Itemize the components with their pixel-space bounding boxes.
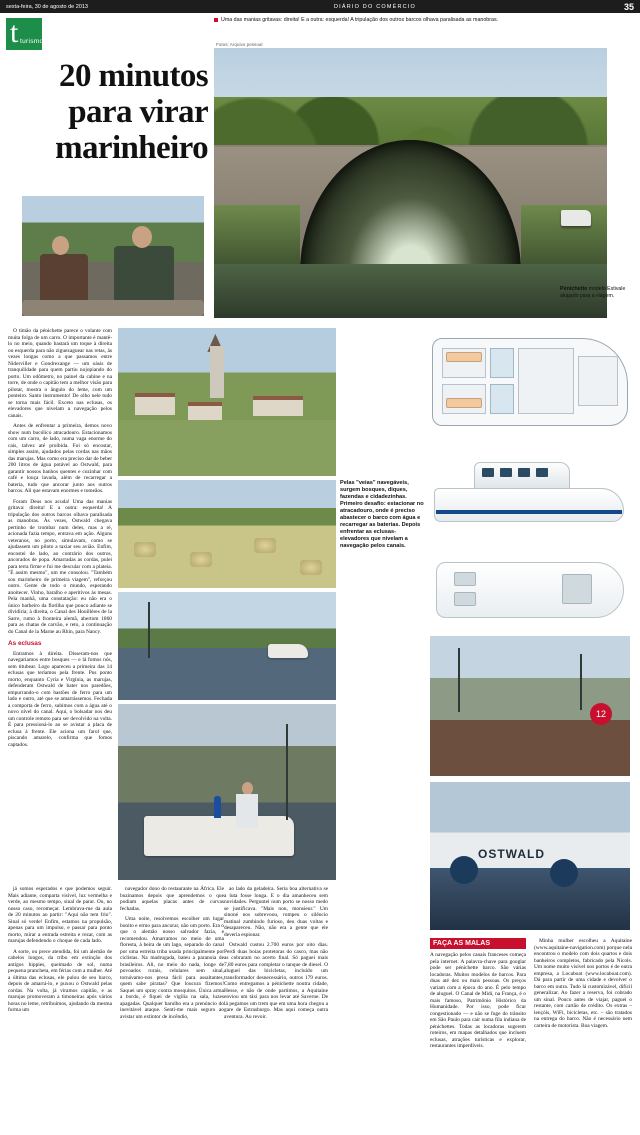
section-logo xyxy=(6,18,62,52)
illustration-boat-profile xyxy=(430,444,630,548)
bullet-square-icon xyxy=(214,18,218,22)
photo-couple-on-deck xyxy=(22,196,204,316)
photo-house xyxy=(135,393,175,415)
photo-bollard xyxy=(214,796,221,818)
diagram-boat-floorplan xyxy=(430,330,630,434)
article-column-1 xyxy=(8,328,112,752)
boat-name-text: OSTWALD xyxy=(478,847,545,862)
logo-letter: t xyxy=(6,18,42,50)
paragraph: Minha mulher escolheu a Aquitaine (www.aquitaine-navigation.com) porque nela encontrou o modelo com dois quartos e dois banheiros completos, fabricado pela Nicols. Um nome muito visível nos portos é de outra empresa, a Locaboat (www.locaboat.com). Dá para partir de uma cidade e devolver o barco em outra. Tudo lá customizável, difícil generalizar. Ao fazer a reserva, foi cobrado um sinal. Pouco antes de viajar, paguei o restante, com cartão de crédito. Os extras – lençóis, WiFi, bicicletas, etc. – são tratados na entrega do barco. Não é necessário nem carteira de motorista. Boa viagem. xyxy=(534,938,632,1029)
illustration-boat-window xyxy=(500,468,512,477)
photo-church-tower xyxy=(210,346,224,398)
sidebar-box-title: FAÇA AS MALAS xyxy=(430,938,526,949)
diagram-bathroom xyxy=(490,348,514,378)
paragraph: A sorte, ou prece atendida, foi um alemão de cabelos longos, da tribo em extinção dos antigos hippies, queimado de sol, numa pequena prancheta, em férias com a mulher. Até a última das eclusas, ele pulou de seu barco, depois de amarrá-lo, e puxou o Ostwald pelas cordas. Na volta, já viramos capitão, e as marujas promoveram a timoneiras após vários horas no leme, retribuímos, ajudando da mesma forma um xyxy=(8,948,112,1013)
paragraph: Antes de enfrentar a primeira, demos novo show num bucólico atracadouro. Estacionamos com um carro, de lado, numa vaga enorme do cais, talvez até proibida. Foi só encostar, simples assim, ajudados pelas cordas nas mãos das marujas. Mas como era preciso dar de beber 200 litros de água potável ao Ostwald, para garantir nossos banhos quentes e cozinhar com café e louça lavada, além de recarregar a bateria, tudo que ancorar junto aos outros barcos. Ali que estavam enormes e tomeãos. xyxy=(8,423,112,494)
page-title: 20 minutos para virar marinheiro xyxy=(55,58,208,166)
diagram-bed xyxy=(446,398,482,408)
photo-house xyxy=(188,402,222,420)
paragraph: Ostwald custou 2.700 euros por oito dias. Perdi duas boias protetoras do casco, mas não as cobraram no acerto final. Só paguei mais 7,80 euros para completar o tanque de diesel. O aluguel das bicicletas, incluído um transformador desnecessário, outros 179 euros. Como entregamos a pénichette noutra cidade, Hesse, e não de onde partimos, a Aquitaine enviou um táxi para nos levar até Saverne. De lá pegamos um trem que em uma hora chegou a gare de Estrasburgo. Mas aqui começa outra aventura. Au revoir. xyxy=(224,942,328,1020)
illustration-boat-window xyxy=(482,468,494,477)
photo-canal-bridge xyxy=(214,48,607,318)
illustration-boat-window xyxy=(536,468,548,477)
photo-credit: Fotos: Arquivo pessoal xyxy=(216,42,263,47)
illustration-seat xyxy=(454,592,476,606)
photo-hay-field xyxy=(118,480,336,588)
page-number: 35 xyxy=(623,1,634,12)
illustration-deck-outline xyxy=(436,562,624,618)
photo-hay-bale xyxy=(254,538,276,553)
photo-person-right-body xyxy=(114,246,174,308)
article-column-lower-5 xyxy=(534,938,632,1033)
photo-fender xyxy=(550,859,578,887)
photo-moored-boat xyxy=(561,210,591,226)
illustration-seat xyxy=(454,572,476,586)
paragraph: Uma noite, resolvemos escolher um lugar bonito e ermo para ancorar, não um porto. Era o que o alemão nosso salvador fazia, e recomendou. Amarramos no meio de uma floresta, à beira de um lago, separado do canal por uma estreita triba usada principalmente por ciclistas. Na madrugada, bateu a paranoia de brasileiros. Ali, no meio do nada, longe de povoados rurais, celulares sem sinal, tornávamo-nos presa fácil para assaltantes, quem sabe piratas? Que loucura fizemos! Saquei um spray contra mosquitos. Única arma a bordo, é fiquei de vigília na sala, luzes apagadas. Qualquer barulho era a prenúncio do inevitável ataque. Senti-me mais seguro ao avistar um extintor de incêndio, xyxy=(120,916,224,1020)
photo-speed-sign: 12 xyxy=(590,703,612,725)
diagram-saloon-galley xyxy=(518,348,574,414)
top-photo-caption xyxy=(214,17,634,31)
photo-person-right-face xyxy=(132,226,152,248)
illustration-aft-cockpit xyxy=(562,574,592,604)
illustration-boat-top-view xyxy=(430,552,630,628)
newspaper-topbar xyxy=(0,0,640,13)
photo-boat xyxy=(268,644,308,658)
paragraph: O timão da pénichette parece o volante com muita folga de um carro. O importante é mantê-lo no meio, quando bastará um toque à direita ou esquerda para não ziguezaguear nas retas, às vezes longas como a que passamos entre Niderviller e Gondrexange — um oásis de tranquilidade para quem partiu nojopiando do porto. Um odômetro, no painel da cabine e na torre, de onde o capitão tem a melhor visão para pilotar, mostra o ângulo do leme, com um ponteiro. Santo instrumento! De olho nele tudo se torna mais fácil. Exceto nas eclusas, os elevadores que nivelam a navegação pelos canais. xyxy=(8,328,112,419)
photo-fender xyxy=(450,856,478,884)
illustration-boat-window xyxy=(518,468,530,477)
photo-penichette-hull xyxy=(144,816,294,856)
sidebar-box-faca-as-malas xyxy=(430,938,526,1130)
photo-quay-evening xyxy=(430,636,630,776)
illustration-boat-hull xyxy=(434,488,624,522)
paragraph: já somos esperados e que podemos seguir. Mais adiante, comparta visível, luz vermelha e verde, ao mesmo tempo, sinal de parar. Ou, no nosso caso, recomeçar. Lembrava-me da aula de 20 minutos ao partir: "Aqui não tem frio". Sinal só verde! Enfim, estamos na propulsão, apenas para um impulso, e passar para ponto morto, mirar a entrada estreita e rezar, com as marujas defendendo o choque de cada lado. xyxy=(8,886,112,944)
photo-lamp-post xyxy=(458,648,460,712)
diagram-bathroom xyxy=(490,384,514,414)
photo-person-left-face xyxy=(52,236,69,255)
sidebar-box-text: A navegação pelos canais franceses começa pela internet. A palavra-chave para googlar pode ser pénichette barco. São várias locadoras. Muitos modelos de barcos. Para duas até dez ou mais pessoas. Os preços variam com a época do ano. É pelo tempo de aluguel. O Canal de Midi, na França, é o mais famoso, Patrimônio Histórico da Humanidade. Por isso, pode ficar congestionado — e não se fuge do trânsito em São Paulo para cair numa fila indiana de pénichettes. Todas as locadoras sugerem roteiros, em mapas detalhados que incluem eclusas, atrações turísticas e explorar, restaurantes imperdíveis. xyxy=(430,952,526,1049)
photo-lock-and-crew xyxy=(118,704,336,880)
photo-hay-bale xyxy=(190,552,212,567)
issue-date: sexta-feira, 30 de agosto de 2013 xyxy=(6,3,88,10)
article-column-lower-2 xyxy=(120,886,224,1024)
diagram-bed xyxy=(446,352,482,362)
penichette-caption-title: Pénichette xyxy=(560,286,588,292)
paragraph: Foram Deus nos acuda! Uma das manias gritava: direita! E a outra: esquerda! A tripulação dos outros barcos olhava paralisada as manobras. Às vezes, Ostwald chegava pertinho de trombar num deles, mas a ré, acionada fazia tempo, entrava em ação. Alguns veteranos, no porto, simulavam, como se ajudassem um piloto a taxiar seu avião. Enfim, encostei de lado, ao contrário dos outros, ancorados de popa. Amarradas as cordas, pulei para terra firme e fui me descular com a plateia. "É assim mesmo", um me consolou. "Também sou marinheiro de primeira viagem", reforçou outro. Gente de todo o mundo, esperando anoitecer. Vinho, baralho e aperitivos às mesas. Pela manhã, uma constatação: eu não era o único barbeiro da flotilha que pouco adiante se dividiria; à direita, o Canal des Houillères de la Sarre, rumo à fronteira alemã, abertom 1860 para as chatas de carvão, e reto, a continuação do Canal de la Marne au Rhin, para Nancy. xyxy=(8,498,112,635)
logo-word: turismo xyxy=(20,38,44,45)
photo-crew-body xyxy=(236,794,258,828)
photo-left-bank xyxy=(214,205,300,270)
photo-hay-bale xyxy=(134,542,156,557)
top-photo-caption-text: Uma das manias gritavas: direita! E a outra: esquerda! A tripulação dos outros barcos olhava paralisada as manobras. xyxy=(221,17,499,23)
photo-post xyxy=(148,602,150,658)
photo-hay-bale xyxy=(300,560,322,575)
illustration-boat-stripe xyxy=(436,510,622,514)
photo-water xyxy=(214,264,607,318)
diagram-aft-deck xyxy=(578,356,618,406)
subheading-eclusas: As eclusas xyxy=(8,640,42,647)
paragraph: navegador dono do restaurante na África. Ele buzinamos depois que aprendemos o que podiam aquelas placas antes de curvas fechadas. xyxy=(120,886,224,912)
paragraph: ao lado da geladeira. Seria boa alternativa se a luta fosse longa. E o dia amanheceu sem novidades. Perguntei num porto se nosso medo se justificava. "Mais non, monsieur." Um sinoné nos sobrevoou, rompeu o silêncio matinal zumbindo furioso, deu duas voltas e desapareceu. Não, não era a gente que ele deveria espionar. xyxy=(224,886,328,938)
photo-person-left-body xyxy=(40,254,88,306)
newspaper-name: DIÁRIO DO COMÉRCIO xyxy=(333,3,417,10)
photo-house xyxy=(253,396,303,416)
photo-canal-reach xyxy=(118,592,336,700)
article-column-lower-1 xyxy=(8,886,112,1018)
photo-lamp-post xyxy=(580,654,582,710)
paragraph: Entramos à direita. Disseram-nos que navegaríamos entre bosques — e lá fomos nós, sem titubear. Logo apareceu a primeira das 14 eclusas que teríamos pela frente. Pus ponto morto, enquanto Cyria e Virgínia, as marujas, defenderam Ostwald de bater nos paredões, empurrando-o com bastões de ferro para um lado e outro, até que se amarrássemos. Fechada a comporta de ferro, subimos com a água até o novo nível do canal. Aqui, o bolsadar nos deu um controle remoto para ser devolvido na volta. É para pressioná-lo ao se avistar a placa de eclusa à frente. Ele aciona um farol que, piscando amarelo, confirma que fomos captados. xyxy=(8,650,112,748)
penichette-caption-lines: modelo Estivale alugado para a viagem. xyxy=(560,286,626,299)
penichette-caption xyxy=(560,286,634,299)
article-column-lower-3 xyxy=(224,886,328,1024)
pull-quote-side-note: Pelas "veias" navegáveis, surgem bosques, diques, fazendas e cidadezinhas. Primeiro desafio: estacionar no atracadouro, onde é preciso abastecer o barco com água e recarregar as baterias. Depois enfrentar as eclusas-elevadores que nivelam a navegação pelos canais. xyxy=(340,480,424,549)
photo-village-church xyxy=(118,328,336,476)
photo-lamp-post xyxy=(286,724,288,820)
photo-deck-rail xyxy=(22,300,204,316)
